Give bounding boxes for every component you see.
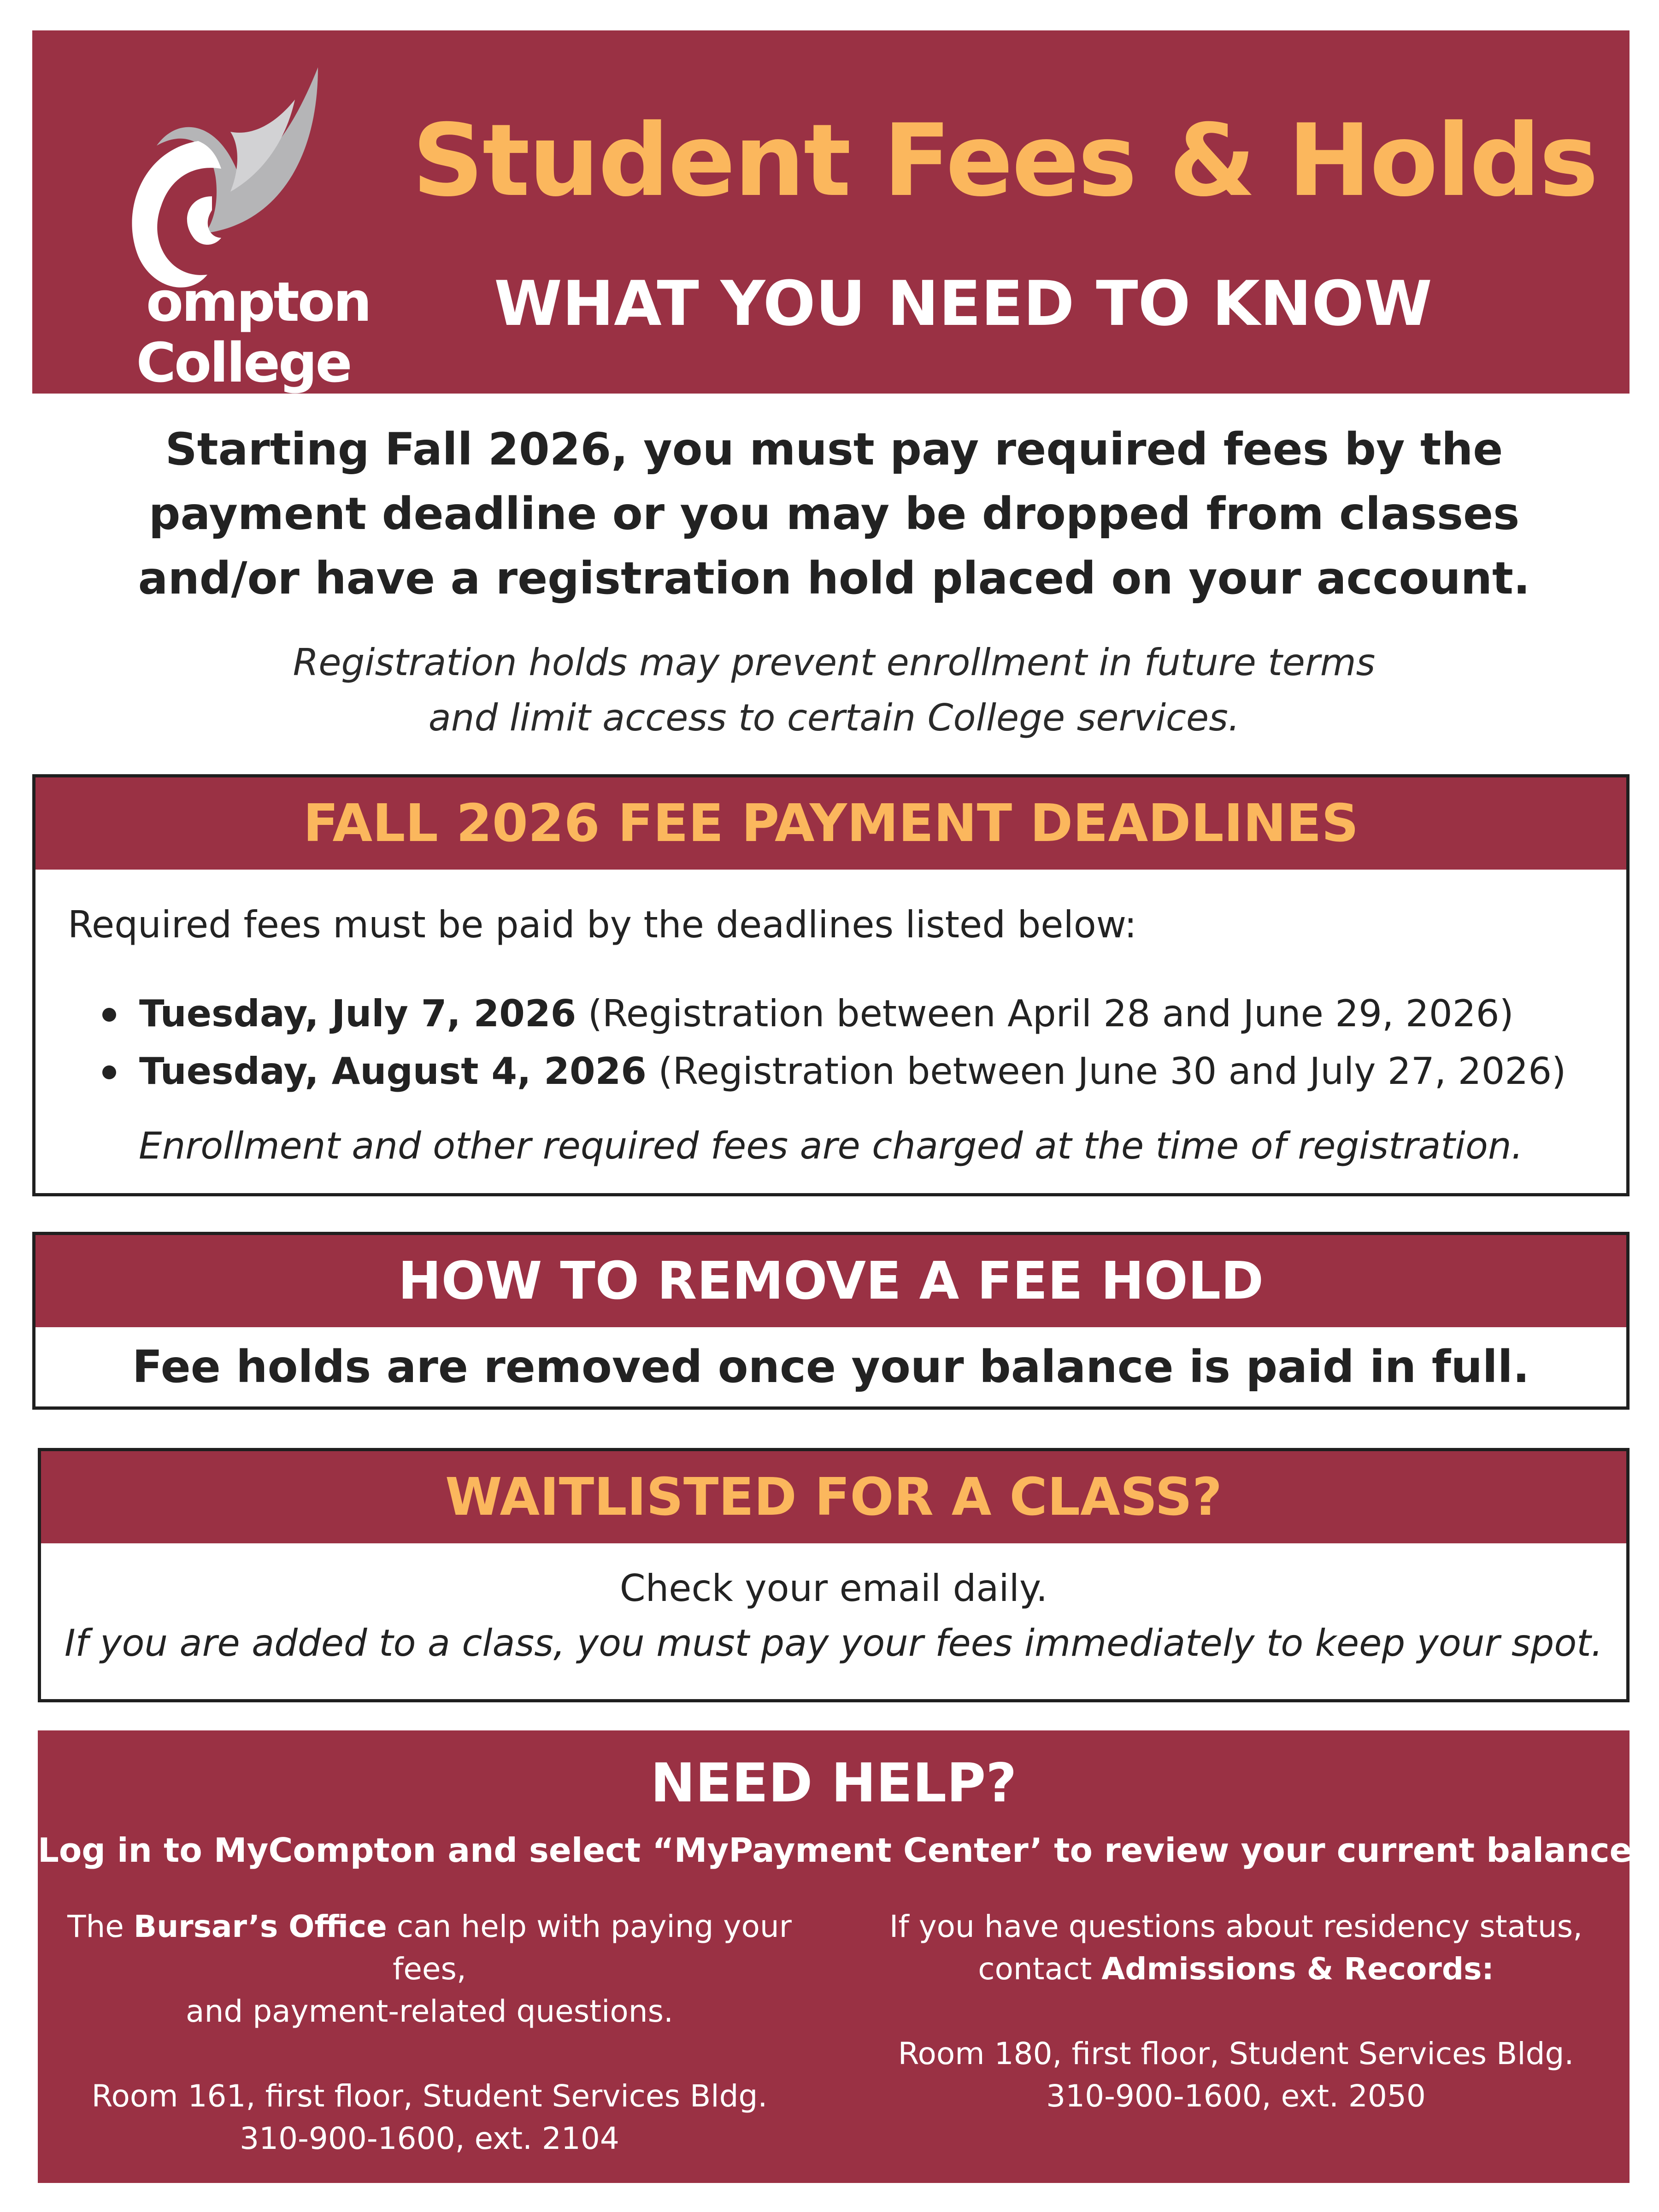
help-heading: NEED HELP? [650, 1752, 1017, 1814]
header-banner [32, 30, 1630, 394]
deadlines-heading: FALL 2026 FEE PAYMENT DEADLINES [35, 777, 1626, 870]
bursar-location: Room 161, first floor, Student Services Bldg. [91, 2078, 768, 2114]
logo-text-line2: College [136, 331, 351, 394]
intro-note [138, 635, 1530, 746]
page-subtitle: WHAT YOU NEED TO KNOW [494, 268, 1432, 340]
waitlist-heading: WAITLISTED FOR A CLASS? [41, 1451, 1626, 1543]
admissions-pre: contact [978, 1951, 1102, 1987]
waitlist-line2: If you are added to a class, you must pay your fees immediately to keep your spot. [64, 1622, 1603, 1665]
deadlines-intro: Required fees must be paid by the deadlines listed below: [68, 903, 1137, 946]
admissions-phone: 310-900-1600, ext. 2050 [1046, 2078, 1426, 2114]
intro-note-line1: Registration holds may prevent enrollment in future terms [293, 641, 1376, 684]
help-section [38, 1730, 1645, 2183]
bursar-contact [38, 1906, 821, 2160]
admissions-location: Room 180, first floor, Student Services Bldg. [898, 2036, 1574, 2071]
deadlines-list [95, 985, 1566, 1100]
deadline-detail: (Registration between April 28 and June 29, 2026) [588, 992, 1514, 1035]
bursar-phone: 310-900-1600, ext. 2104 [240, 2121, 619, 2156]
logo-text-line1: ompton [146, 270, 370, 334]
bursar-name: Bursar’s Office [133, 1909, 387, 1944]
help-subheading: Log in to MyCompton and select “MyPayment Center’ to review your current balance. [38, 1831, 1645, 1870]
fee-hold-section [32, 1232, 1630, 1410]
deadlines-section [32, 774, 1630, 1196]
deadline-date: Tuesday, August 4, 2026 [139, 1050, 647, 1093]
intro-statement: Starting Fall 2026, you must pay required fees by the payment deadline or you may be dropped from classes and/or have a registration hold placed on your account. [138, 424, 1530, 604]
fee-hold-body: Fee holds are removed once your balance is paid in full. [132, 1341, 1530, 1393]
deadline-item [95, 1042, 1566, 1100]
admissions-line1: If you have questions about residency status, [889, 1909, 1583, 1944]
bursar-line2: and payment-related questions. [186, 1994, 673, 2029]
admissions-contact [844, 1906, 1628, 2118]
page-title: Student Fees & Holds [412, 103, 1597, 218]
bursar-post: can help with paying your fees, [387, 1909, 792, 1987]
deadline-date: Tuesday, July 7, 2026 [139, 992, 577, 1035]
bursar-line1 [38, 1906, 821, 1990]
bursar-pre: The [67, 1909, 134, 1944]
deadline-item [95, 985, 1566, 1042]
compton-college-logo [101, 58, 378, 394]
deadline-detail: (Registration between June 30 and July 27, 2026) [658, 1050, 1566, 1093]
fee-hold-heading: HOW TO REMOVE A FEE HOLD [35, 1235, 1626, 1327]
waitlist-line1: Check your email daily. [619, 1567, 1048, 1610]
waitlist-section [38, 1448, 1630, 1702]
admissions-name: Admissions & Records: [1101, 1951, 1494, 1987]
admissions-line2 [844, 1948, 1628, 1990]
deadlines-note: Enrollment and other required fees are charged at the time of registration. [139, 1124, 1523, 1167]
intro-note-line2: and limit access to certain College services. [428, 696, 1240, 739]
